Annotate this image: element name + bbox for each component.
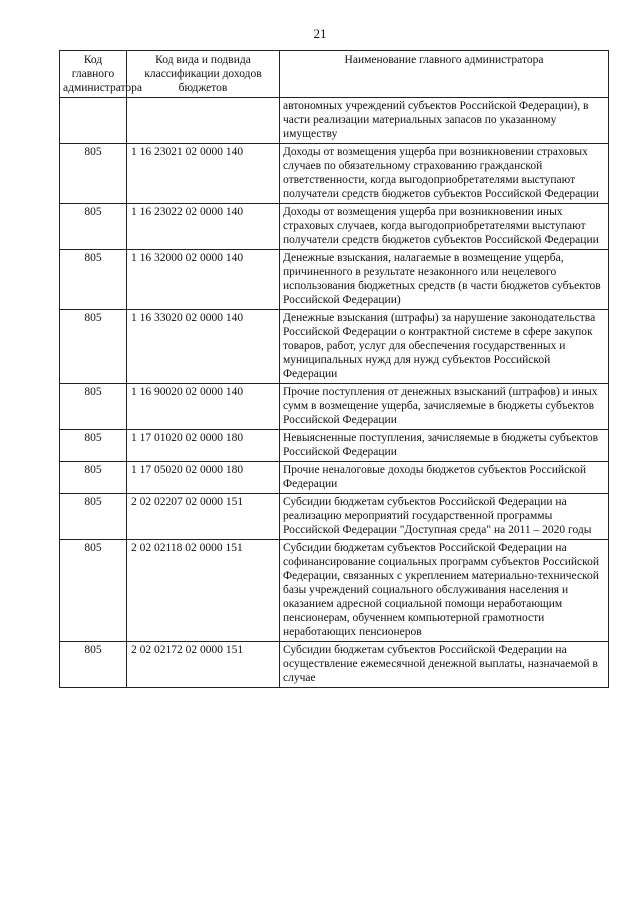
income-code-cell: 1 16 32000 02 0000 140 (127, 250, 280, 310)
admin-code-cell: 805 (60, 462, 127, 494)
table-row (60, 310, 609, 384)
income-code-cell: 2 02 02207 02 0000 151 (127, 494, 280, 540)
table-row (60, 384, 609, 430)
table-row (60, 144, 609, 204)
admin-code-cell: 805 (60, 540, 127, 642)
income-code-cell (127, 98, 280, 144)
admin-name-cell: Денежные взыскания (штрафы) за нарушение законодательства Российской Федерации о контрактной системе в сфере закупок товаров, работ, услуг для обеспечения государственных и муниципальных нужд для нужд субъектов Российской Федерации (280, 310, 609, 384)
admin-name-cell: автономных учреждений субъектов Российской Федерации), в части реализации материальных запасов по указанному имуществу (280, 98, 609, 144)
admin-name-cell: Доходы от возмещения ущерба при возникновении иных страховых случаев, когда выгодоприобретателями выступают получатели средств бюджетов субъектов Российской Федерации (280, 204, 609, 250)
table-row (60, 204, 609, 250)
income-code-cell: 1 17 05020 02 0000 180 (127, 462, 280, 494)
admin-name-cell: Денежные взыскания, налагаемые в возмещение ущерба, причиненного в результате незаконного или нецелевого использования бюджетных средств (в части бюджетов субъектов Российской Федерации) (280, 250, 609, 310)
admin-name-cell: Субсидии бюджетам субъектов Российской Федерации на реализацию мероприятий государственной программы Российской Федерации "Доступная среда" на 2011 – 2020 годы (280, 494, 609, 540)
page-number: 21 (313, 26, 327, 41)
admin-code-cell: 805 (60, 310, 127, 384)
admin-code-cell: 805 (60, 494, 127, 540)
table-row (60, 430, 609, 462)
header-income-code: Код вида и подвида классификации доходов бюджетов (127, 51, 280, 98)
table-header-row (60, 51, 609, 98)
table-row (60, 494, 609, 540)
admin-code-cell: 805 (60, 430, 127, 462)
income-code-cell: 2 02 02118 02 0000 151 (127, 540, 280, 642)
admin-code-cell (60, 98, 127, 144)
admin-code-cell: 805 (60, 642, 127, 688)
income-code-cell: 2 02 02172 02 0000 151 (127, 642, 280, 688)
admin-name-cell: Субсидии бюджетам субъектов Российской Федерации на софинансирование социальных программ субъектов Российской Федерации, связанных с укреплением материально-технической базы учреждений социального обслуживания населения и оказанием адресной социальной помощи неработающим пенсионерам, обученнем компьютерной грамотности неработающих пенсионеров (280, 540, 609, 642)
administrators-table (59, 50, 609, 688)
table-row (60, 250, 609, 310)
income-code-cell: 1 16 23021 02 0000 140 (127, 144, 280, 204)
admin-name-cell: Невыясненные поступления, зачисляемые в бюджеты субъектов Российской Федерации (280, 430, 609, 462)
income-code-cell: 1 17 01020 02 0000 180 (127, 430, 280, 462)
income-code-cell: 1 16 90020 02 0000 140 (127, 384, 280, 430)
table-row (60, 642, 609, 688)
admin-code-cell: 805 (60, 204, 127, 250)
admin-code-cell: 805 (60, 250, 127, 310)
admin-code-cell: 805 (60, 384, 127, 430)
header-admin-code: Код главного администратора (60, 51, 127, 98)
admin-code-cell: 805 (60, 144, 127, 204)
table-row (60, 98, 609, 144)
admin-name-cell: Прочие неналоговые доходы бюджетов субъектов Российской Федерации (280, 462, 609, 494)
income-code-cell: 1 16 33020 02 0000 140 (127, 310, 280, 384)
header-admin-name: Наименование главного администратора (280, 51, 609, 98)
admin-name-cell: Доходы от возмещения ущерба при возникновении страховых случаев по обязательному страхованию гражданской ответственности, когда выгодоприобретателями выступают получатели средств бюджетов субъектов Российской Федерации (280, 144, 609, 204)
table-row (60, 462, 609, 494)
income-code-cell: 1 16 23022 02 0000 140 (127, 204, 280, 250)
admin-name-cell: Прочие поступления от денежных взысканий (штрафов) и иных сумм в возмещение ущерба, зачисляемые в бюджеты субъектов Российской Федерации (280, 384, 609, 430)
admin-name-cell: Субсидии бюджетам субъектов Российской Федерации на осуществление ежемесячной денежной выплаты, назначаемой в случае (280, 642, 609, 688)
table-row (60, 540, 609, 642)
